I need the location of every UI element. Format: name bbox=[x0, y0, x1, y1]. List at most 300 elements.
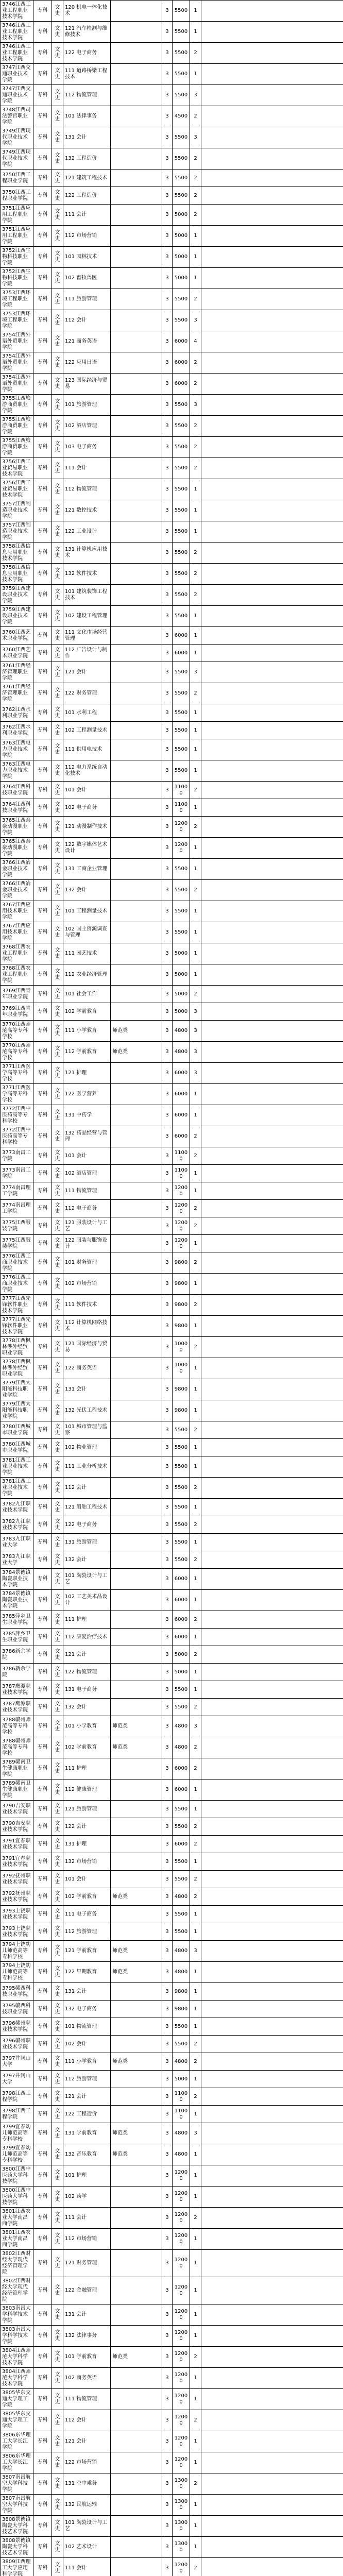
cell-years: 3 bbox=[162, 1165, 173, 1182]
cell-school: 3761江西经济管理职业学院 bbox=[1, 662, 33, 683]
cell-major: 103 电子商务 bbox=[63, 437, 111, 458]
cell-school: 3762江西水利职业学院 bbox=[1, 722, 33, 739]
cell-note bbox=[111, 2018, 162, 2036]
cell-note bbox=[111, 1629, 162, 1646]
table-row bbox=[1, 585, 343, 606]
cell-fee: 12000 bbox=[173, 1182, 190, 1200]
cell-count: 3 bbox=[190, 1941, 201, 1962]
cell-school: 3786新余学院 bbox=[1, 1646, 33, 1664]
cell-major: 123 国际经济与贸易 bbox=[63, 374, 111, 395]
cell-note: 师范类 bbox=[111, 1737, 162, 1758]
cell-blank bbox=[201, 1217, 343, 1235]
table-row bbox=[1, 2250, 343, 2277]
cell-note: 师范类 bbox=[111, 2347, 162, 2368]
cell-count: 1 bbox=[190, 2018, 201, 2036]
cell-school: 3756江西工业贸易职业技术学院 bbox=[1, 458, 33, 479]
cell-blank bbox=[201, 585, 343, 606]
cell-major: 102 物业管理 bbox=[63, 1439, 111, 1456]
cell-level: 专科 bbox=[33, 2053, 52, 2071]
cell-level: 专科 bbox=[33, 2516, 52, 2537]
cell-note bbox=[111, 1646, 162, 1664]
cell-blank bbox=[201, 64, 343, 85]
cell-subject: 文史 bbox=[52, 1801, 63, 1818]
cell-fee: 4800 bbox=[173, 1042, 190, 1063]
cell-level: 专科 bbox=[33, 2431, 52, 2452]
table-row bbox=[1, 1780, 343, 1801]
cell-school: 3808景德镇陶瓷大学科技艺术学院 bbox=[1, 2516, 33, 2537]
cell-fee: 5500 bbox=[173, 564, 190, 585]
cell-subject: 文史 bbox=[52, 1316, 63, 1337]
cell-subject: 文史 bbox=[52, 817, 63, 838]
cell-school: 3761江西经济管理职业学院 bbox=[1, 683, 33, 704]
cell-years: 3 bbox=[162, 1478, 173, 1499]
cell-note: 师范类 bbox=[111, 1716, 162, 1737]
cell-note bbox=[111, 704, 162, 722]
cell-blank bbox=[201, 310, 343, 331]
cell-fee: 5000 bbox=[173, 205, 190, 226]
cell-fee: 5500 bbox=[173, 289, 190, 310]
cell-note bbox=[111, 585, 162, 606]
cell-fee: 12000 bbox=[173, 838, 190, 859]
cell-years: 3 bbox=[162, 2277, 173, 2304]
cell-count: 2 bbox=[190, 1818, 201, 1836]
cell-note bbox=[111, 1906, 162, 1923]
table-row bbox=[1, 1063, 343, 1084]
cell-fee: 9800 bbox=[173, 2001, 190, 2018]
cell-school: 3785萍乡卫生职业学院 bbox=[1, 1629, 33, 1646]
cell-subject: 文史 bbox=[52, 331, 63, 352]
cell-major: 112 计算机网络技术 bbox=[63, 1316, 111, 1337]
cell-count: 1 bbox=[190, 500, 201, 521]
cell-subject: 文史 bbox=[52, 127, 63, 148]
cell-years: 3 bbox=[162, 1499, 173, 1516]
cell-subject: 文史 bbox=[52, 2250, 63, 2277]
table-row bbox=[1, 1217, 343, 1235]
cell-fee: 5500 bbox=[173, 1421, 190, 1439]
cell-years: 3 bbox=[162, 352, 173, 374]
cell-level: 专科 bbox=[33, 458, 52, 479]
cell-blank bbox=[201, 943, 343, 964]
cell-count: 1 bbox=[190, 1629, 201, 1646]
cell-fee: 9800 bbox=[173, 1295, 190, 1316]
cell-level: 专科 bbox=[33, 2250, 52, 2277]
cell-count: 1 bbox=[190, 838, 201, 859]
cell-blank bbox=[201, 1923, 343, 1941]
cell-fee: 12000 bbox=[173, 2368, 190, 2389]
table-row bbox=[1, 606, 343, 627]
cell-major: 111 道路桥梁工程技术 bbox=[63, 64, 111, 85]
cell-major: 101 旅游管理 bbox=[63, 395, 111, 416]
cell-school: 3754江西外语外贸职业学院 bbox=[1, 374, 33, 395]
cell-years: 3 bbox=[162, 1923, 173, 1941]
cell-fee: 5500 bbox=[173, 1551, 190, 1569]
table-row bbox=[1, 2018, 343, 2036]
cell-note: 师范类 bbox=[111, 2123, 162, 2144]
cell-note bbox=[111, 64, 162, 85]
cell-years: 3 bbox=[162, 22, 173, 43]
cell-school: 3759江西建设职业技术学院 bbox=[1, 585, 33, 606]
cell-count: 1 bbox=[190, 2229, 201, 2250]
cell-major: 102 酒店管理 bbox=[63, 1165, 111, 1182]
cell-blank bbox=[201, 1295, 343, 1316]
cell-blank bbox=[201, 1358, 343, 1379]
cell-fee: 5500 bbox=[173, 521, 190, 543]
cell-count: 1 bbox=[190, 2304, 201, 2326]
cell-major: 121 数控技术 bbox=[63, 500, 111, 521]
cell-fee: 12000 bbox=[173, 2347, 190, 2368]
cell-school: 3784景德镇陶瓷职业技术学院 bbox=[1, 1590, 33, 1611]
cell-years: 3 bbox=[162, 2250, 173, 2277]
table-row bbox=[1, 760, 343, 782]
cell-subject: 文史 bbox=[52, 395, 63, 416]
cell-subject: 文史 bbox=[52, 662, 63, 683]
table-row bbox=[1, 1400, 343, 1421]
cell-count: 2 bbox=[190, 2347, 201, 2368]
table-row bbox=[1, 627, 343, 645]
cell-major: 132 工程造价 bbox=[63, 148, 111, 170]
cell-count: 4 bbox=[190, 331, 201, 352]
cell-blank bbox=[201, 543, 343, 564]
cell-blank bbox=[201, 722, 343, 739]
cell-fee: 6000 bbox=[173, 1590, 190, 1611]
cell-count: 1 bbox=[190, 2165, 201, 2187]
table-row bbox=[1, 1379, 343, 1400]
cell-subject: 文史 bbox=[52, 922, 63, 943]
cell-count: 1 bbox=[190, 2071, 201, 2088]
table-row bbox=[1, 170, 343, 187]
cell-fee: 13000 bbox=[173, 2473, 190, 2495]
cell-school: 3765江西泰豪动漫职业学院 bbox=[1, 817, 33, 838]
table-row bbox=[1, 2495, 343, 2516]
cell-blank bbox=[201, 1569, 343, 1590]
table-row bbox=[1, 943, 343, 964]
table-row bbox=[1, 1758, 343, 1780]
cell-fee: 5500 bbox=[173, 880, 190, 901]
table-row bbox=[1, 1, 343, 22]
table-row bbox=[1, 1646, 343, 1664]
cell-blank bbox=[201, 1439, 343, 1456]
cell-note bbox=[111, 1818, 162, 1836]
cell-note bbox=[111, 986, 162, 1003]
cell-fee: 4800 bbox=[173, 1716, 190, 1737]
cell-years: 3 bbox=[162, 226, 173, 247]
table-row bbox=[1, 479, 343, 500]
table-row bbox=[1, 2516, 343, 2537]
table-row bbox=[1, 106, 343, 127]
cell-count: 1 bbox=[190, 2326, 201, 2347]
cell-years: 3 bbox=[162, 782, 173, 799]
cell-blank bbox=[201, 1400, 343, 1421]
cell-level: 专科 bbox=[33, 268, 52, 289]
cell-years: 3 bbox=[162, 1421, 173, 1439]
cell-major: 102 电子商务 bbox=[63, 799, 111, 817]
cell-fee: 9800 bbox=[173, 1400, 190, 1421]
cell-note bbox=[111, 1780, 162, 1801]
table-row bbox=[1, 722, 343, 739]
cell-blank bbox=[201, 1516, 343, 1534]
cell-blank bbox=[201, 1681, 343, 1699]
cell-school: 3769江西青年职业学院 bbox=[1, 1003, 33, 1021]
cell-level: 专科 bbox=[33, 1063, 52, 1084]
cell-fee: 11000 bbox=[173, 782, 190, 799]
cell-fee: 6000 bbox=[173, 1084, 190, 1105]
cell-fee: 5500 bbox=[173, 1853, 190, 1871]
cell-count: 2 bbox=[190, 43, 201, 64]
cell-subject: 文史 bbox=[52, 627, 63, 645]
cell-school: 3782九江职业技术学院 bbox=[1, 1516, 33, 1534]
cell-count: 2 bbox=[190, 416, 201, 437]
cell-years: 3 bbox=[162, 2001, 173, 2018]
cell-blank bbox=[201, 782, 343, 799]
table-row bbox=[1, 1664, 343, 1681]
cell-blank bbox=[201, 1888, 343, 1906]
cell-level: 专科 bbox=[33, 1274, 52, 1295]
cell-subject: 文史 bbox=[52, 22, 63, 43]
table-row bbox=[1, 1316, 343, 1337]
cell-blank bbox=[201, 458, 343, 479]
cell-school: 3755江西旅游商贸职业学院 bbox=[1, 395, 33, 416]
cell-subject: 文史 bbox=[52, 1295, 63, 1316]
cell-subject: 文史 bbox=[52, 374, 63, 395]
cell-note: 师范类 bbox=[111, 2144, 162, 2165]
cell-note bbox=[111, 2165, 162, 2187]
cell-major: 111 会计 bbox=[63, 2208, 111, 2229]
cell-years: 3 bbox=[162, 1439, 173, 1456]
cell-level: 专科 bbox=[33, 1217, 52, 1235]
cell-count: 1 bbox=[190, 1274, 201, 1295]
cell-fee: 5500 bbox=[173, 1681, 190, 1699]
cell-count: 2 bbox=[190, 564, 201, 585]
cell-years: 3 bbox=[162, 1534, 173, 1551]
cell-major: 122 财务管理 bbox=[63, 683, 111, 704]
cell-years: 3 bbox=[162, 310, 173, 331]
table-row bbox=[1, 2036, 343, 2053]
cell-level: 专科 bbox=[33, 1337, 52, 1358]
cell-note bbox=[111, 564, 162, 585]
cell-note bbox=[111, 543, 162, 564]
cell-school: 3776江西工商职业技术学院 bbox=[1, 1252, 33, 1274]
cell-subject: 文史 bbox=[52, 1534, 63, 1551]
cell-fee: 12000 bbox=[173, 2326, 190, 2347]
cell-fee: 5500 bbox=[173, 606, 190, 627]
cell-years: 3 bbox=[162, 1983, 173, 2001]
cell-subject: 文史 bbox=[52, 1681, 63, 1699]
cell-fee: 6000 bbox=[173, 1611, 190, 1629]
table-row bbox=[1, 662, 343, 683]
cell-count: 2 bbox=[190, 1836, 201, 1853]
cell-years: 3 bbox=[162, 662, 173, 683]
cell-blank bbox=[201, 1983, 343, 2001]
cell-fee: 5000 bbox=[173, 943, 190, 964]
cell-note bbox=[111, 880, 162, 901]
cell-school: 3807南昌航空大学科技学院 bbox=[1, 2473, 33, 2495]
cell-blank bbox=[201, 760, 343, 782]
cell-years: 3 bbox=[162, 2088, 173, 2106]
cell-level: 专科 bbox=[33, 585, 52, 606]
cell-level: 专科 bbox=[33, 645, 52, 662]
cell-major: 122 物流管理 bbox=[63, 1664, 111, 1681]
cell-count: 1 bbox=[190, 1105, 201, 1126]
cell-subject: 文史 bbox=[52, 838, 63, 859]
cell-major: 121 财务管理 bbox=[63, 2250, 111, 2277]
cell-count: 1 bbox=[190, 859, 201, 880]
table-row bbox=[1, 310, 343, 331]
cell-school: 3782九江职业技术学院 bbox=[1, 1499, 33, 1516]
cell-major: 112 电力系统自动化技术 bbox=[63, 760, 111, 782]
cell-level: 专科 bbox=[33, 564, 52, 585]
cell-level: 专科 bbox=[33, 662, 52, 683]
cell-note bbox=[111, 2389, 162, 2410]
cell-note bbox=[111, 1295, 162, 1316]
cell-blank bbox=[201, 2516, 343, 2537]
cell-note bbox=[111, 1923, 162, 1941]
cell-major: 132 音乐教育 bbox=[63, 2144, 111, 2165]
cell-fee: 11000 bbox=[173, 1165, 190, 1182]
cell-major: 101 陶瓷设计与工艺 bbox=[63, 1569, 111, 1590]
cell-major: 131 护理 bbox=[63, 1836, 111, 1853]
cell-years: 3 bbox=[162, 1, 173, 22]
cell-note bbox=[111, 1217, 162, 1235]
cell-subject: 文史 bbox=[52, 2071, 63, 2088]
cell-count: 1 bbox=[190, 2368, 201, 2389]
cell-subject: 文史 bbox=[52, 1923, 63, 1941]
cell-level: 专科 bbox=[33, 1569, 52, 1590]
cell-subject: 文史 bbox=[52, 1664, 63, 1681]
cell-blank bbox=[201, 2036, 343, 2053]
cell-school: 3758江西信息应用职业技术学院 bbox=[1, 543, 33, 564]
cell-years: 3 bbox=[162, 2106, 173, 2123]
cell-subject: 文史 bbox=[52, 1906, 63, 1923]
cell-blank bbox=[201, 205, 343, 226]
cell-subject: 文史 bbox=[52, 2106, 63, 2123]
cell-blank bbox=[201, 1758, 343, 1780]
cell-school: 3805华东交通大学理工学院 bbox=[1, 2410, 33, 2431]
cell-note bbox=[111, 2277, 162, 2304]
cell-subject: 文史 bbox=[52, 585, 63, 606]
cell-fee: 12000 bbox=[173, 2431, 190, 2452]
cell-count: 2 bbox=[190, 374, 201, 395]
cell-blank bbox=[201, 986, 343, 1003]
cell-subject: 文史 bbox=[52, 1611, 63, 1629]
cell-blank bbox=[201, 2088, 343, 2106]
cell-major: 132 药品经营与管理 bbox=[63, 1126, 111, 1147]
cell-level: 专科 bbox=[33, 760, 52, 782]
table-row bbox=[1, 521, 343, 543]
cell-subject: 文史 bbox=[52, 722, 63, 739]
cell-years: 3 bbox=[162, 1664, 173, 1681]
cell-level: 专科 bbox=[33, 1126, 52, 1147]
table-row bbox=[1, 2326, 343, 2347]
cell-fee: 4800 bbox=[173, 1888, 190, 1906]
cell-subject: 文史 bbox=[52, 1590, 63, 1611]
cell-note bbox=[111, 1182, 162, 1200]
cell-note bbox=[111, 205, 162, 226]
cell-level: 专科 bbox=[33, 1379, 52, 1400]
cell-note bbox=[111, 1699, 162, 1716]
cell-level: 专科 bbox=[33, 1182, 52, 1200]
cell-note bbox=[111, 1358, 162, 1379]
cell-years: 3 bbox=[162, 683, 173, 704]
cell-major: 111 物流管理 bbox=[63, 2389, 111, 2410]
cell-note bbox=[111, 1499, 162, 1516]
cell-major: 102 市场营销 bbox=[63, 1274, 111, 1295]
cell-school: 3778江西枫林涉外经贸职业学院 bbox=[1, 1358, 33, 1379]
cell-major: 112 电子商务 bbox=[63, 1200, 111, 1217]
cell-level: 专科 bbox=[33, 2018, 52, 2036]
cell-note bbox=[111, 106, 162, 127]
cell-count: 2 bbox=[190, 148, 201, 170]
table-row bbox=[1, 85, 343, 106]
cell-note bbox=[111, 782, 162, 799]
cell-major: 131 会计 bbox=[63, 127, 111, 148]
cell-subject: 文史 bbox=[52, 479, 63, 500]
cell-school: 3773南昌工学院 bbox=[1, 1165, 33, 1182]
cell-note bbox=[111, 331, 162, 352]
cell-blank bbox=[201, 106, 343, 127]
cell-note bbox=[111, 799, 162, 817]
table-row bbox=[1, 1699, 343, 1716]
cell-major: 102 学前教育 bbox=[63, 1003, 111, 1021]
cell-level: 专科 bbox=[33, 722, 52, 739]
cell-level: 专科 bbox=[33, 1983, 52, 2001]
cell-major: 102 会计 bbox=[63, 2036, 111, 2053]
cell-subject: 文史 bbox=[52, 1818, 63, 1836]
cell-school: 3757江西制造职业技术学院 bbox=[1, 500, 33, 521]
cell-major: 112 广告设计与制作 bbox=[63, 645, 111, 662]
cell-blank bbox=[201, 564, 343, 585]
cell-count: 1 bbox=[190, 1569, 201, 1590]
cell-blank bbox=[201, 352, 343, 374]
cell-level: 专科 bbox=[33, 22, 52, 43]
cell-blank bbox=[201, 1456, 343, 1478]
cell-note bbox=[111, 1235, 162, 1252]
cell-count: 1 bbox=[190, 64, 201, 85]
cell-blank bbox=[201, 1871, 343, 1888]
cell-fee: 4500 bbox=[173, 106, 190, 127]
cell-blank bbox=[201, 1084, 343, 1105]
cell-fee: 5500 bbox=[173, 479, 190, 500]
cell-years: 3 bbox=[162, 1611, 173, 1629]
cell-note bbox=[111, 310, 162, 331]
cell-school: 3793上饶职业技术学院 bbox=[1, 1906, 33, 1923]
table-row bbox=[1, 2347, 343, 2368]
cell-major: 112 会计 bbox=[63, 310, 111, 331]
cell-school: 3769江西青年职业学院 bbox=[1, 986, 33, 1003]
cell-level: 专科 bbox=[33, 2452, 52, 2473]
cell-fee: 5000 bbox=[173, 226, 190, 247]
cell-years: 3 bbox=[162, 2036, 173, 2053]
cell-subject: 文史 bbox=[52, 106, 63, 127]
cell-major: 102 工程测量技术 bbox=[63, 722, 111, 739]
cell-major: 112 旅游管理 bbox=[63, 2071, 111, 2088]
cell-blank bbox=[201, 2277, 343, 2304]
cell-years: 3 bbox=[162, 205, 173, 226]
cell-fee: 9800 bbox=[173, 1274, 190, 1295]
cell-note bbox=[111, 922, 162, 943]
cell-count: 2 bbox=[190, 1126, 201, 1147]
cell-note bbox=[111, 1165, 162, 1182]
cell-school: 3783九江职业大学 bbox=[1, 1534, 33, 1551]
cell-fee: 12000 bbox=[173, 817, 190, 838]
cell-count: 2 bbox=[190, 1252, 201, 1274]
cell-school: 3766江西冶金职业技术学院 bbox=[1, 880, 33, 901]
cell-blank bbox=[201, 1853, 343, 1871]
cell-major: 112 健康管理 bbox=[63, 1780, 111, 1801]
cell-school: 3801江西农业大学南昌商学院 bbox=[1, 2208, 33, 2229]
cell-count: 2 bbox=[190, 1611, 201, 1629]
cell-fee: 6000 bbox=[173, 1126, 190, 1147]
cell-fee: 5000 bbox=[173, 1003, 190, 1021]
